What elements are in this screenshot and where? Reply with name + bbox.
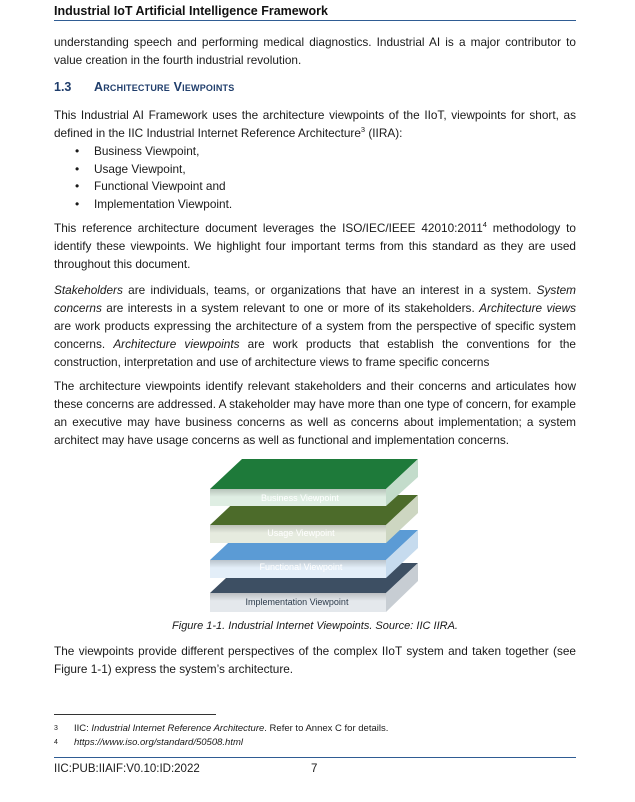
section-heading (54, 80, 234, 94)
term-architecture-views: Architecture views (479, 301, 576, 315)
term-stakeholders: Stakeholders (54, 283, 123, 297)
business-layer (210, 459, 418, 506)
layer-label-business: Business Viewpoint (261, 493, 339, 503)
intro-text: understanding speech and performing medical diagnostics. Industrial AI is a major contributor to value creation in the fourth industrial revolution. (54, 35, 576, 67)
footer-divider (54, 757, 576, 758)
definition-text: are interests in a system relevant to one or more of its stakeholders. (101, 301, 480, 315)
list-item: • Functional Viewpoint and (54, 178, 232, 196)
list-item: • Usage Viewpoint, (54, 161, 232, 179)
footnote-mark: 4 (54, 739, 58, 746)
footnote-citation-title: Industrial Internet Reference Architecture (91, 723, 265, 734)
section-title: Architecture Viewpoints (94, 80, 235, 94)
paragraph-definitions (54, 281, 576, 371)
definition-text: are work products that establish the conventions for the construction, interpretation and use of architecture views to frame specific concerns (54, 337, 576, 369)
figure-caption: Figure 1-1. Industrial Internet Viewpoints. Source: IIC IIRA. (172, 620, 458, 632)
list-item: • Business Viewpoint, (54, 143, 232, 161)
viewpoint-list (54, 143, 232, 213)
layer-label-functional: Functional Viewpoint (259, 562, 343, 572)
paragraph-conclusion (54, 642, 576, 678)
footnote-ref-3[interactable]: 3 (360, 125, 366, 135)
definition-text: are individuals, teams, or organizations that have an interest in a system. (122, 283, 537, 297)
footnote-link[interactable]: https://www.iso.org/standard/50508.html (74, 737, 243, 748)
term-system-concerns: System concerns (54, 283, 576, 315)
para2-text-b: methodology to identify these viewpoints. We highlight four important terms from this standard as they are used throughout this document. (54, 221, 576, 271)
footer-document-id: IIC:PUB:IIAIF:V0.10:ID:2022 (54, 763, 200, 775)
intro-paragraph-tail (54, 33, 576, 69)
term-architecture-viewpoints: Architecture viewpoints (113, 337, 240, 351)
para1-tail: (IIRA): (365, 126, 403, 140)
footnote-mark: 3 (54, 725, 58, 732)
list-item: • Implementation Viewpoint. (54, 196, 232, 214)
para1-text: This Industrial AI Framework uses the architecture viewpoints of the IIoT, viewpoints for short, as defined in the IIC Industrial Internet Reference Architecture (54, 108, 576, 140)
paragraph-methodology (54, 219, 576, 273)
para2-text-a: This reference architecture document leverages the ISO/IEC/IEEE 42010:2011 (54, 221, 483, 235)
footnote-4 (54, 736, 243, 749)
footnote-text: IIC: (74, 723, 92, 734)
footnote-ref-4[interactable]: 4 (482, 220, 487, 230)
section-number: 1.3 (54, 80, 72, 94)
paragraph-stakeholder-concerns (54, 377, 576, 449)
layer-label-implementation: Implementation Viewpoint (245, 597, 349, 607)
definition-text: are work products expressing the architecture of a system from the perspective of specific system concerns. (54, 319, 576, 351)
footer-page-number: 7 (311, 763, 318, 775)
para4-text: The architecture viewpoints identify relevant stakeholders and their concerns and articulates how these concerns are addressed. A stakeholder may have more than one type of concern, for example an executive may have business concerns as well as concerns about implementation; a system architect may have usage concerns as well as functional and implementation concerns. (54, 379, 576, 447)
viewpoints-layer-diagram (205, 453, 430, 618)
running-header-title: Industrial IoT Artificial Intelligence Framework (54, 4, 328, 18)
para5-text: The viewpoints provide different perspectives of the complex IIoT system and taken together (see Figure 1-1) express the system’s architecture. (54, 644, 576, 676)
footnote-3 (54, 722, 388, 735)
footnote-text: . Refer to Annex C for details. (264, 723, 389, 734)
layer-label-usage: Usage Viewpoint (267, 528, 335, 538)
header-divider (54, 20, 576, 21)
paragraph-viewpoints-intro (54, 106, 576, 142)
footnote-divider (54, 714, 216, 715)
